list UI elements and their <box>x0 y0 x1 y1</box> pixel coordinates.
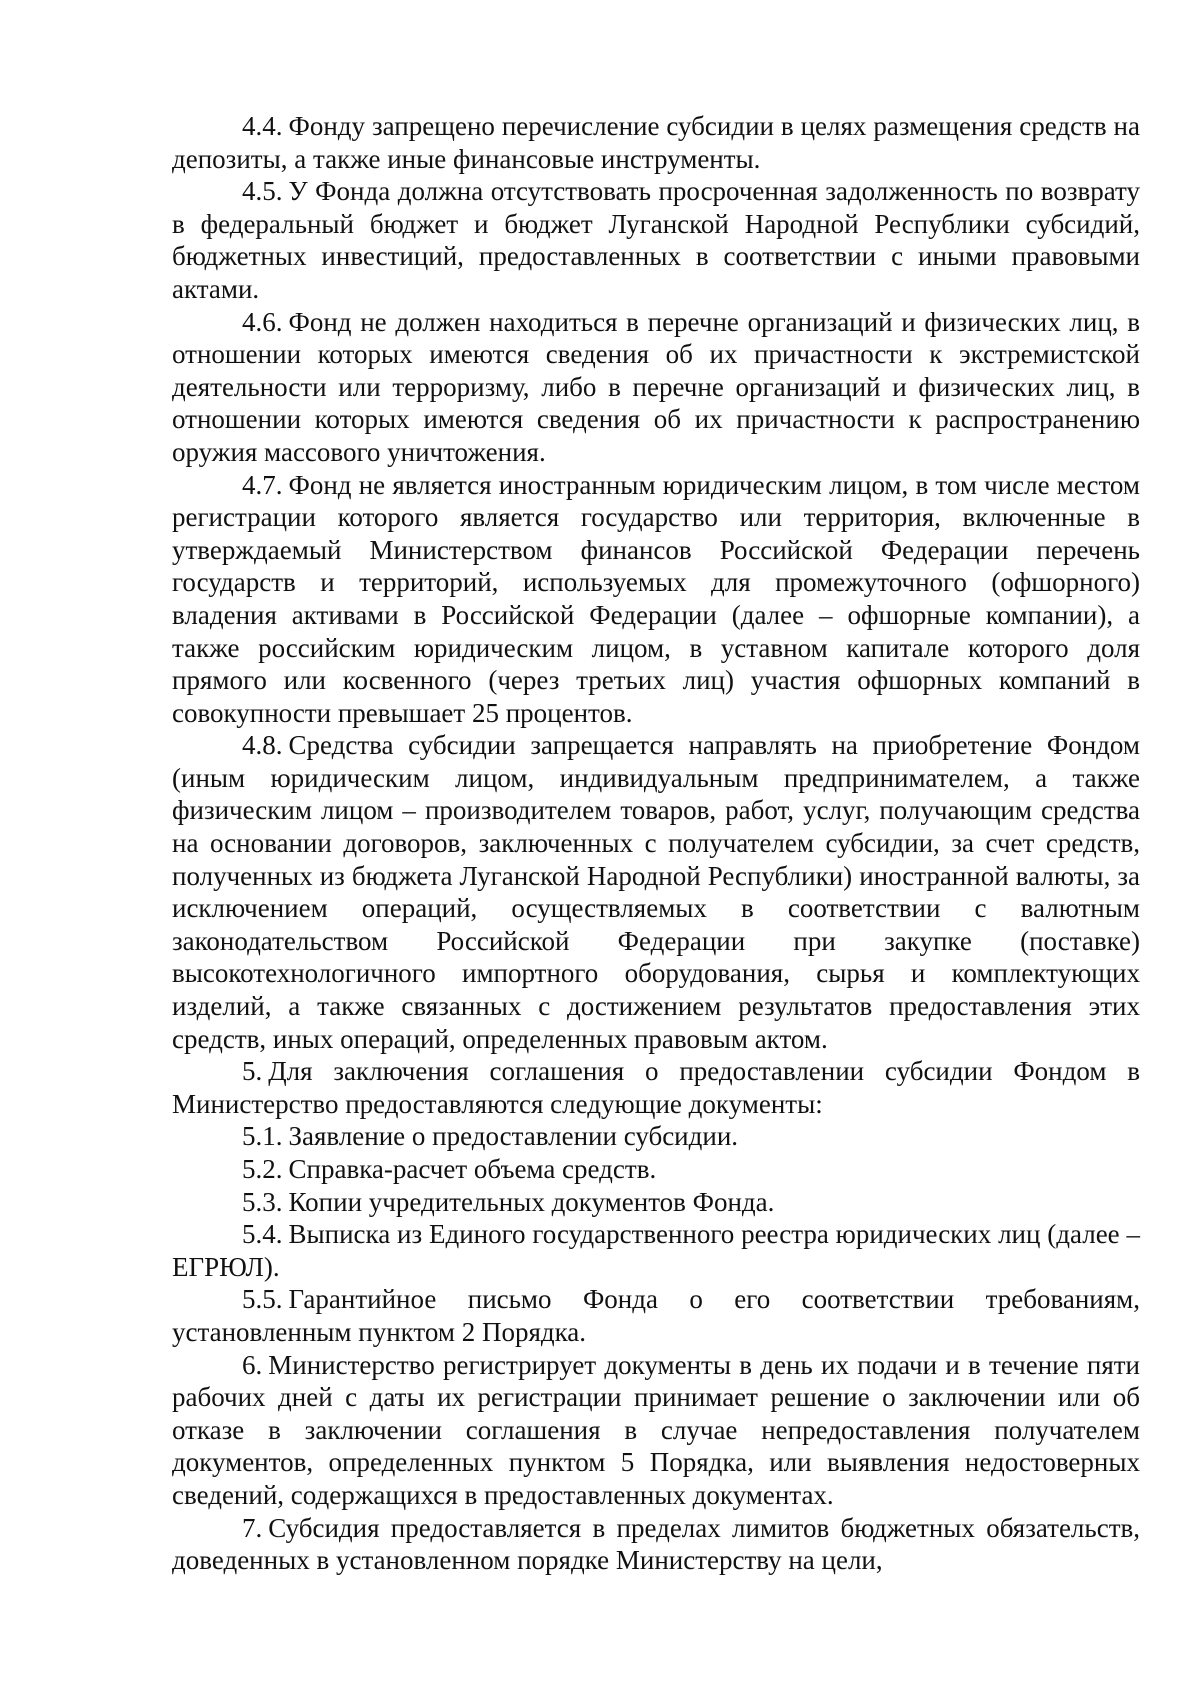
paragraph-number: 4.5. <box>242 176 283 207</box>
paragraph-5 <box>172 1055 1140 1120</box>
paragraph-number: 7. <box>242 1512 263 1543</box>
paragraph-number: 5.4. <box>242 1219 283 1250</box>
paragraph-text: Выписка из Единого государственного реестра юридических лиц (далее – ЕГРЮЛ). <box>172 1219 1140 1282</box>
paragraph-7 <box>172 1512 1140 1577</box>
paragraph-4-7 <box>172 469 1140 730</box>
paragraph-number: 5.2. <box>242 1154 283 1184</box>
paragraph-5-5 <box>172 1283 1140 1348</box>
paragraph-number: 5.3. <box>242 1186 283 1217</box>
paragraph-text: Справка-расчет объема средств. <box>288 1154 657 1184</box>
paragraph-4-6 <box>172 306 1140 469</box>
paragraph-text: Фонд не должен находиться в перечне организаций и физических лиц, в отношении которых имеются сведения об их причастности к экстремистской деятельности или терроризму, либо в перечне организаций и физических лиц, в отношении которых имеются сведения об их причастности к распространению оружия массового уничтожения. <box>172 306 1140 467</box>
paragraph-4-5 <box>172 175 1140 305</box>
paragraph-number: 4.8. <box>242 730 283 761</box>
paragraph-number: 6. <box>242 1349 263 1380</box>
paragraph-6 <box>172 1349 1140 1512</box>
document-page <box>172 110 1140 1577</box>
paragraph-number: 5.5. <box>242 1284 283 1315</box>
paragraph-number: 4.6. <box>242 306 283 337</box>
paragraph-4-4 <box>172 110 1140 175</box>
paragraph-number: 4.4. <box>242 111 283 141</box>
paragraph-5-4 <box>172 1218 1140 1283</box>
paragraph-5-3 <box>172 1186 1140 1219</box>
paragraph-4-8 <box>172 729 1140 1055</box>
paragraph-text: Для заключения соглашения о предоставлении субсидии Фондом в Министерство предоставляются следующие документы: <box>172 1056 1140 1119</box>
paragraph-text: У Фонда должна отсутствовать просроченная задолженность по возврату в федеральный бюджет и бюджет Луганской Народной Республики субсидий, бюджетных инвестиций, предоставленных в соответствии с иными правовыми актами. <box>172 176 1140 304</box>
paragraph-text: Копии учредительных документов Фонда. <box>288 1186 775 1217</box>
paragraph-text: Субсидия предоставляется в пределах лимитов бюджетных обязательств, доведенных в установленном порядке Министерству на цели, <box>172 1512 1140 1576</box>
paragraph-text: Средства субсидии запрещается направлять на приобретение Фондом (иным юридическим лицом, индивидуальным предпринимателем, а также физическим лицом – производителем товаров, работ, услуг, получающим средства на основании договоров, заключенных с получателем субсидии, за счет средств, полученных из бюджета Луганской Народной Республики) иностранной валюты, за исключением операций, осуществляемых в соответствии с валютным законодательством Российской Федерации при закупке (поставке) высокотехнологичного импортного оборудования, сырья и комплектующих изделий, а также связанных с достижением результатов предоставления этих средств, иных операций, определенных правовым актом. <box>172 730 1140 1054</box>
paragraph-text: Министерство регистрирует документы в день их подачи и в течение пяти рабочих дней с даты их регистрации принимает решение о заключении или об отказе в заключении соглашения в случае непредоставления получателем документов, определенных пунктом 5 Порядка, или выявления недостоверных сведений, содержащихся в предоставленных документах. <box>172 1349 1140 1510</box>
paragraph-text: Заявление о предоставлении субсидии. <box>288 1121 739 1152</box>
paragraph-text: Фонду запрещено перечисление субсидии в целях размещения средств на депозиты, а также иные финансовые инструменты. <box>172 111 1140 174</box>
paragraph-5-2 <box>172 1153 1140 1186</box>
paragraph-5-1 <box>172 1120 1140 1153</box>
paragraph-number: 5. <box>242 1056 263 1087</box>
paragraph-number: 4.7. <box>242 469 283 500</box>
paragraph-number: 5.1. <box>242 1121 283 1152</box>
paragraph-text: Фонд не является иностранным юридическим лицом, в том числе местом регистрации которого является государство или территория, включенные в утверждаемый Министерством финансов Российской Федерации перечень государств и территорий, используемых для промежуточного (офшорного) владения активами в Российской Федерации (далее – офшорные компании), а также российским юридическим лицом, в уставном капитале которого доля прямого или косвенного (через третьих лиц) участия офшорных компаний в совокупности превышает 25 процентов. <box>172 469 1140 728</box>
paragraph-text: Гарантийное письмо Фонда о его соответствии требованиям, установленным пунктом 2 Порядка. <box>172 1284 1140 1347</box>
